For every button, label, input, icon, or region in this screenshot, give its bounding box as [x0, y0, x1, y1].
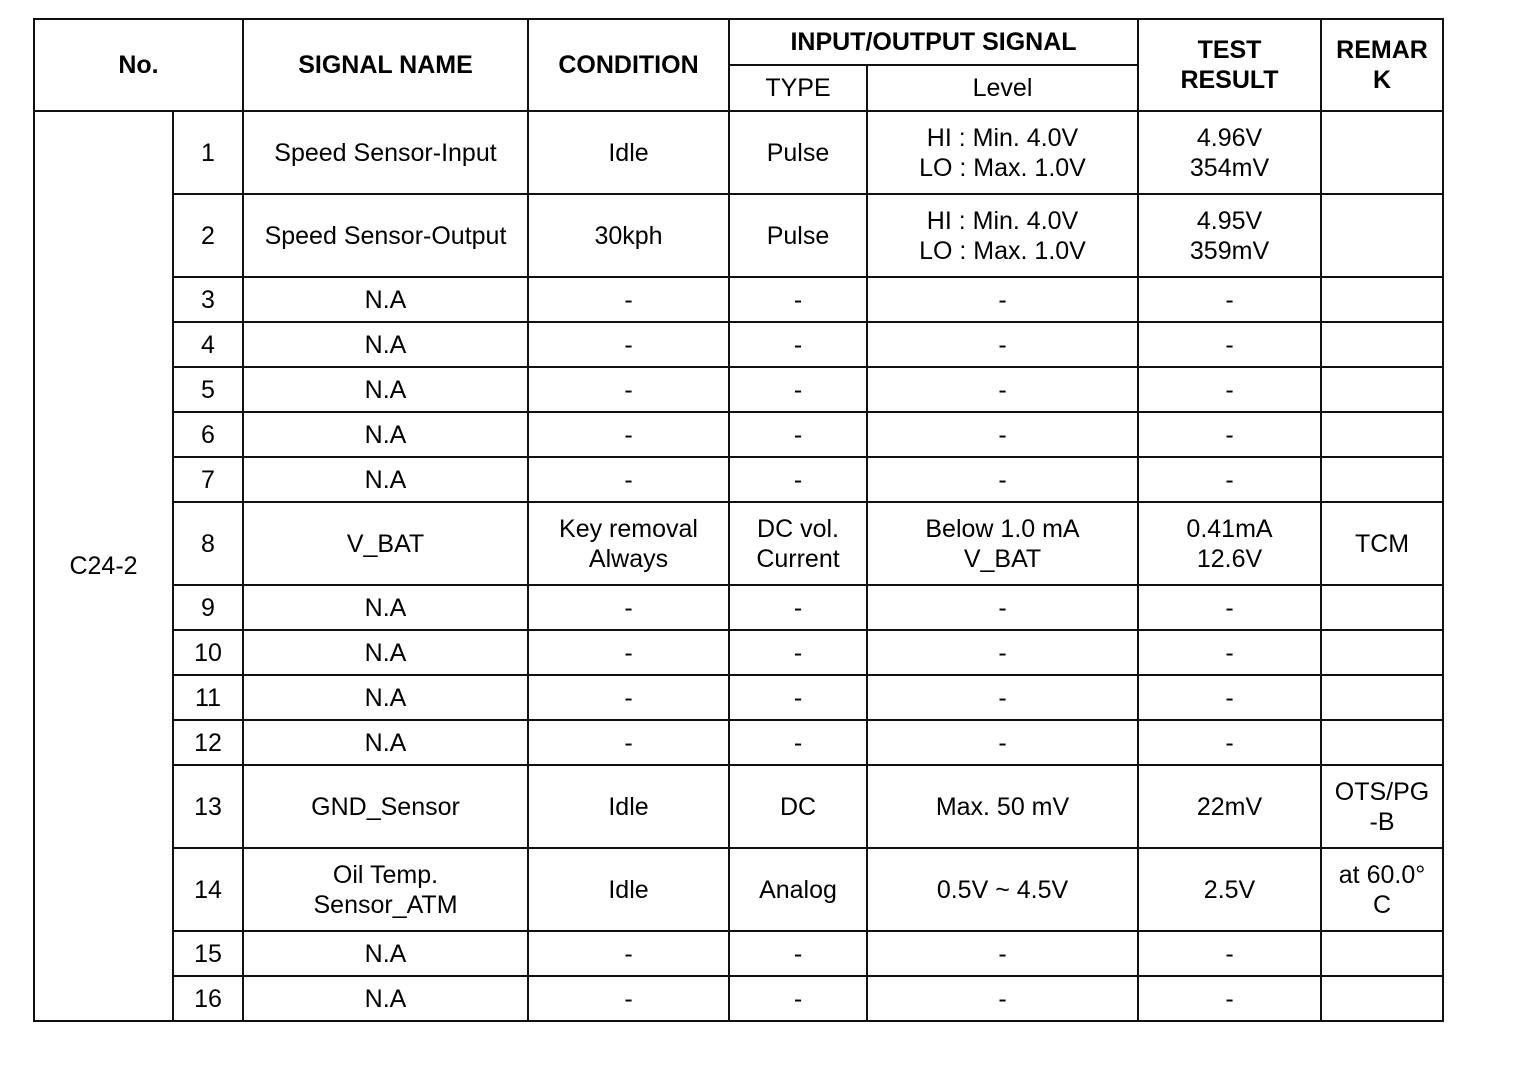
pin-number-cell: 10: [173, 630, 243, 675]
pin-number-cell: 12: [173, 720, 243, 765]
test-result-cell: -: [1138, 630, 1321, 675]
pin-number-cell: 4: [173, 322, 243, 367]
level-cell: -: [867, 412, 1138, 457]
remark-cell: at 60.0° C: [1321, 848, 1443, 931]
remark-cell: [1321, 412, 1443, 457]
level-cell: Max. 50 mV: [867, 765, 1138, 848]
test-result-cell: -: [1138, 412, 1321, 457]
table-row: [34, 277, 1443, 322]
type-cell: -: [729, 931, 867, 976]
type-cell: -: [729, 277, 867, 322]
signal-name-cell: N.A: [243, 931, 528, 976]
pin-number-cell: 11: [173, 675, 243, 720]
signal-name-cell: N.A: [243, 412, 528, 457]
header-signal-name: SIGNAL NAME: [243, 19, 528, 111]
level-cell: -: [867, 976, 1138, 1021]
test-result-cell: -: [1138, 720, 1321, 765]
remark-cell: [1321, 322, 1443, 367]
signal-name-cell: N.A: [243, 322, 528, 367]
test-result-cell: -: [1138, 585, 1321, 630]
test-result-cell: 0.41mA 12.6V: [1138, 502, 1321, 585]
remark-cell: [1321, 931, 1443, 976]
condition-cell: -: [528, 675, 729, 720]
remark-cell: [1321, 585, 1443, 630]
test-result-cell: -: [1138, 277, 1321, 322]
header-test-result: TEST RESULT: [1138, 19, 1321, 111]
connector-id: C24-2: [34, 111, 173, 1021]
table-row: [34, 457, 1443, 502]
pin-number-cell: 16: [173, 976, 243, 1021]
remark-cell: [1321, 277, 1443, 322]
pin-number-cell: 14: [173, 848, 243, 931]
pin-number-cell: 8: [173, 502, 243, 585]
level-cell: -: [867, 630, 1138, 675]
level-cell: Below 1.0 mA V_BAT: [867, 502, 1138, 585]
type-cell: -: [729, 675, 867, 720]
type-cell: Pulse: [729, 111, 867, 194]
signal-name-cell: N.A: [243, 976, 528, 1021]
type-cell: DC vol. Current: [729, 502, 867, 585]
header-level: Level: [867, 65, 1138, 111]
condition-cell: -: [528, 931, 729, 976]
table-row: [34, 111, 1443, 194]
signal-name-cell: N.A: [243, 457, 528, 502]
header-row-top: [34, 19, 1443, 65]
remark-cell: [1321, 367, 1443, 412]
pin-number-cell: 9: [173, 585, 243, 630]
type-cell: -: [729, 322, 867, 367]
pin-number-cell: 3: [173, 277, 243, 322]
test-result-cell: -: [1138, 931, 1321, 976]
condition-cell: Idle: [528, 111, 729, 194]
pin-number-cell: 1: [173, 111, 243, 194]
table-row: [34, 502, 1443, 585]
signal-name-cell: N.A: [243, 720, 528, 765]
type-cell: -: [729, 976, 867, 1021]
level-cell: HI : Min. 4.0V LO : Max. 1.0V: [867, 194, 1138, 277]
condition-cell: Idle: [528, 848, 729, 931]
pin-number-cell: 6: [173, 412, 243, 457]
table-row: [34, 976, 1443, 1021]
table-row: [34, 630, 1443, 675]
remark-cell: [1321, 675, 1443, 720]
signal-test-table: [33, 18, 1444, 1022]
type-cell: -: [729, 630, 867, 675]
condition-cell: -: [528, 585, 729, 630]
type-cell: Analog: [729, 848, 867, 931]
table-row: [34, 931, 1443, 976]
header-no: No.: [34, 19, 243, 111]
signal-name-cell: GND_Sensor: [243, 765, 528, 848]
type-cell: DC: [729, 765, 867, 848]
level-cell: -: [867, 675, 1138, 720]
test-result-cell: -: [1138, 322, 1321, 367]
pin-number-cell: 7: [173, 457, 243, 502]
table-row: [34, 367, 1443, 412]
condition-cell: -: [528, 277, 729, 322]
signal-name-cell: Speed Sensor-Input: [243, 111, 528, 194]
condition-cell: Key removal Always: [528, 502, 729, 585]
type-cell: -: [729, 367, 867, 412]
header-remark: REMAR K: [1321, 19, 1443, 111]
level-cell: HI : Min. 4.0V LO : Max. 1.0V: [867, 111, 1138, 194]
test-result-cell: -: [1138, 457, 1321, 502]
signal-name-cell: Speed Sensor-Output: [243, 194, 528, 277]
level-cell: -: [867, 277, 1138, 322]
pin-number-cell: 5: [173, 367, 243, 412]
condition-cell: -: [528, 976, 729, 1021]
table-row: [34, 720, 1443, 765]
pin-number-cell: 13: [173, 765, 243, 848]
remark-cell: [1321, 194, 1443, 277]
table-row: [34, 675, 1443, 720]
signal-name-cell: N.A: [243, 585, 528, 630]
remark-cell: [1321, 457, 1443, 502]
pin-number-cell: 15: [173, 931, 243, 976]
remark-cell: TCM: [1321, 502, 1443, 585]
condition-cell: 30kph: [528, 194, 729, 277]
test-result-cell: -: [1138, 367, 1321, 412]
remark-cell: [1321, 630, 1443, 675]
type-cell: -: [729, 412, 867, 457]
signal-name-cell: N.A: [243, 630, 528, 675]
remark-cell: OTS/PG -B: [1321, 765, 1443, 848]
header-io-signal: INPUT/OUTPUT SIGNAL: [729, 19, 1138, 65]
condition-cell: -: [528, 630, 729, 675]
level-cell: 0.5V ~ 4.5V: [867, 848, 1138, 931]
table-row: [34, 585, 1443, 630]
signal-name-cell: N.A: [243, 277, 528, 322]
test-result-cell: 4.95V 359mV: [1138, 194, 1321, 277]
type-cell: -: [729, 457, 867, 502]
level-cell: -: [867, 367, 1138, 412]
level-cell: -: [867, 585, 1138, 630]
condition-cell: -: [528, 412, 729, 457]
condition-cell: Idle: [528, 765, 729, 848]
table-row: [34, 765, 1443, 848]
type-cell: Pulse: [729, 194, 867, 277]
signal-name-cell: N.A: [243, 675, 528, 720]
header-type: TYPE: [729, 65, 867, 111]
level-cell: -: [867, 457, 1138, 502]
test-result-cell: 22mV: [1138, 765, 1321, 848]
table-row: [34, 412, 1443, 457]
level-cell: -: [867, 720, 1138, 765]
level-cell: -: [867, 931, 1138, 976]
test-result-cell: -: [1138, 675, 1321, 720]
test-result-cell: -: [1138, 976, 1321, 1021]
level-cell: -: [867, 322, 1138, 367]
signal-name-cell: Oil Temp. Sensor_ATM: [243, 848, 528, 931]
table-row: [34, 848, 1443, 931]
type-cell: -: [729, 585, 867, 630]
signal-name-cell: V_BAT: [243, 502, 528, 585]
condition-cell: -: [528, 457, 729, 502]
test-result-cell: 2.5V: [1138, 848, 1321, 931]
pin-number-cell: 2: [173, 194, 243, 277]
table-row: [34, 194, 1443, 277]
condition-cell: -: [528, 367, 729, 412]
condition-cell: -: [528, 720, 729, 765]
signal-name-cell: N.A: [243, 367, 528, 412]
remark-cell: [1321, 720, 1443, 765]
condition-cell: -: [528, 322, 729, 367]
table-row: [34, 322, 1443, 367]
test-result-cell: 4.96V 354mV: [1138, 111, 1321, 194]
type-cell: -: [729, 720, 867, 765]
header-condition: CONDITION: [528, 19, 729, 111]
remark-cell: [1321, 976, 1443, 1021]
remark-cell: [1321, 111, 1443, 194]
table-body: [34, 111, 1443, 1021]
